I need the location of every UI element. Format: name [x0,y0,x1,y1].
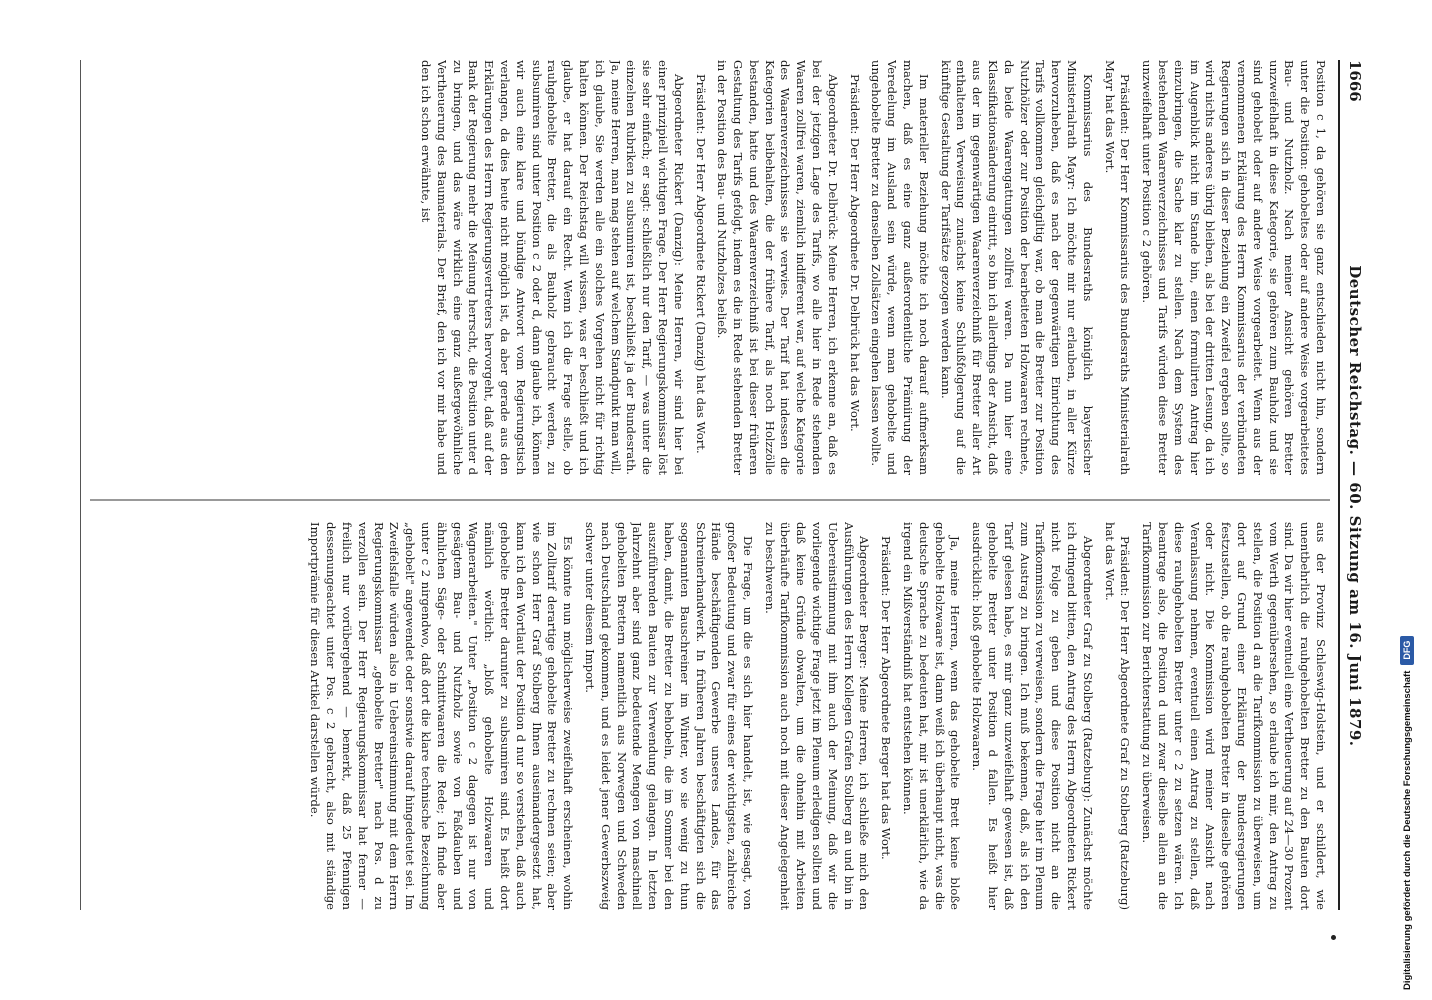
column-separator [90,500,1330,501]
speech-paragraph: Abgeordneter Rickert (Danzig): Meine Herren, wir sind hier bei einer prinzipiell wichtigen Frage. Der Herr Regierungskommissar löst sie sehr einfach; er sagt: schließlich nur den Tarif, — was unter die einzelnen Rubriken zu subsumiren ist, beschließt ja der Bundesrath. Ja, meine Herren, man mag stehen auf welchem Standpunkt man will, ich glaube, Sie werden alle ein solches Vorgehen nicht für richtig halten können. Der Reichstag will wissen, was er beschließt und ich glaube, er hat darauf ein Recht. Wenn ich die Frage stelle, ob rauhgehobelte Bretter, die als Bauholz gebraucht werden, zu subsumiren sind unter Position c 2 oder d, dann glaube ich, können wir auch eine klare und bündige Antwort vom Regierungstisch verlangen, da dies heute nicht möglich ist, da aber gerade aus den Erklärungen des Herrn Regierungsvertreters hervorgeht, daß auf der Bank der Regierung mehr die Meinung herrscht, die Position unter d zu bringen, und das wäre wirklich eine ganz außergewöhnliche Vertheuerung des Baumaterials. Der Brief, den ich vor mir habe und den ich schon erwähnte, ist [418,60,686,475]
speaker-paragraph: Präsident: Der Herr Abgeordnete Berger hat das Wort. [879,536,894,860]
speech-paragraph: Abgeordneter Berger: Meine Herren, ich schließe mich den Ausführungen des Herrn Kollegen Grafen Stolberg an und bin in Uebereinstimmung mit ihm auch der Meinung, daß wir die vorliegende wichtige Frage jetzt im Plenum erledigen sollten und daß keine Gründe obwalten, um die ohnehin mit Arbeiten überhäufte Tarifkommission auch noch mit dieser Angelegenheit zu beschweren. [762,522,872,910]
paragraph: Die Frage, um die es sich hier handelt, ist, wie gesagt, von großer Bedeutung und zwar für eines der wichtigsten, zahlreiche Hände beschäftigenden Gewerbe unseres Landes, für das Schreinerhandwerk. In früheren Jahren beschäftigten sich die sogenannten Bauschreiner im Winter, wo sie wenig zu thun haben, damit, die Bretter zu behobeln, die im Sommer bei den auszuführenden Bauten zur Verwendung gelangen. In letzten Jahrzehnt aber sind ganz bedeutende Mengen von maschinell gehobelten Brettern namentlich aus Norwegen und Schweden nach Deutschland gekommen, und es leidet jener Gewerbszweig schwer unter diesem Import. [582,522,755,910]
speaker-paragraph: Präsident: Der Herr Kommissarius des Bundesraths Ministerialrath Mayr hat das Wort. [1102,60,1133,475]
page-header [1346,60,1374,910]
digitization-credit [1400,636,1414,990]
speaker-paragraph: Präsident: Der Herr Abgeordnete Rickert (Danzig) hat das Wort. [693,74,708,454]
paragraph: Es könnte nun möglicherweise zweifelhaft erscheinen, wohin im Zolltarif derartige gehobelte Bretter zu rechnen seien; aber wie schon Herr Graf Stolberg Ihnen auseinandergesetzt hat, kann ich den Wortlaut der Position d nur so verstehen, daß auch gehobelte Bretter darunter zu subsumiren sind. Es heißt dort nämlich wörtlich: „bloß gehobelte Holzwaaren und Wagnerarbeiten." Unter „Position c 2 dagegen ist nur von gesägtem Bau- und Nutzholz sowie von Faßdauben und ähnlichen Säge- oder Schnittwaaren die Rede; ich finde aber unter c 2 nirgendwo, daß dort die klare technische Bezeichnung „gehobelt" angewendet oder sonstwie darauf hingedeutet sei. Im Zweifelsfalle würden also in Uebereinstimmung mit dem Herrn Regierungskommissar „gehobelte Bretter" nach Pos. d zu verzollen sein. Der Herr Regierungskommissar hat ferner — freilich nur vorübergehend — bemerkt, daß 25 Pfennigen dessenungeachtet unter Pos. c 2 gebracht, also mit ständige Importprämie für diesen Artikel darstellen würde. [308,522,576,910]
paragraph: Ja, meine Herren, wenn das gehobelte Brett keine bloße gehobelte Holzwaare ist, dann weiß ich überhaupt nicht, was die deutsche Sprache zu bedeuten hat, mir ist unerklärlich, wie da irgend ein Mißverständniß hat entstehen können. [901,522,963,910]
speech-paragraph: Abgeordneter Dr. Delbrück: Meine Herren, ich erkenne an, daß es bei der jetzigen Lage des Tarifs, wo alle hier in Rede stehenden Waaren zollfrei waren, ziemlich indifferent war, auf welche Kategorie des Waarenverzeichnisses sie verwies. Der Tarif hat indessen die Kategorien beibehalten, die der frühere Tarif, als noch Holzzölle bestanden, hatte und des Waarenverzeichniß ist bei dieser früheren Gestaltung des Tarifs gefolgt, indem es die in Rede stehenden Bretter in der Position des Bau- und Nutzholzes beließ. [715,60,840,475]
scan-dot [1331,935,1336,940]
page-number: 1666 [1346,60,1364,102]
credit-text: Digitalisierung gefördert durch die Deutsche Forschungsgemeinschaft [1401,670,1413,990]
dfg-logo: DFG [1400,636,1414,665]
speaker-paragraph: Präsident: Der Herr Abgeordnete Graf zu Stolberg (Ratzeburg) hat das Wort. [1102,522,1133,910]
footer-rule [80,60,81,910]
speech-paragraph: Kommissarius des Bundesraths königlich bayerischer Ministerialrath Mayr: Ich möchte mir nur erlauben, in aller Kürze hervorzuheben, daß es nach der gegenwärtigen Einrichtung des Tarifs vollkommen gleichgiltig war, ob man die Bretter zur Position Nutzhölzer oder zur Position der bearbeiteten Holzwaaren rechnete, da beide Waarengattungen zollfrei waren. Da nun hier eine Klassifikationsänderung eintritt, so bin ich allerdings der Ansicht, daß aus der im gegenwärtigen Waarenverzeichniß für Bretter aller Art enthaltenen Verweisung zunächst keine Schlußfolgerung auf die künftige Gestaltung der Tarifsätze gezogen werden kann. [938,60,1095,475]
paragraph: Im materieller Beziehung möchte ich noch darauf aufmerksam machen, daß es eine ganz außerordentliche Prämiirung der Veredelung im Ausland sein würde, wenn man gehobelte und ungehobelte Bretter zu denselben Zollsätzen eingehen lassen wollte. [869,60,931,475]
paragraph: aus der Provinz Schleswig-Holstein, und er schildert, wie unentbehrlich die rauhgehobelten Bretter zu den Bauten dort sind. Da wir hier eventuell eine Vertheuerung auf 24—30 Prozent vom Werth gegenübersehen, so erlaube ich mir, den Antrag zu stellen, die Position d an die Tarifkommission zu überweisen, um dort auf Grund einer Erklärung der Bundesregierungen festzustellen, ob die rauhgehobelten Bretter in dieselbe gehören oder nicht. Die Kommission wird meiner Ansicht nach Veranlassung nehmen, eventuell einen Antrag zu stellen, daß diese rauhgehobelten Bretter unter c 2 zu setzen wären. Ich beantrage also, die Position d und zwar dieselbe allein an die Tarifkommission zur Berichterstattung zu überweisen. [1140,522,1328,910]
speaker-paragraph: Präsident: Der Herr Abgeordnete Dr. Delbrück hat das Wort. [847,74,862,432]
paragraph: Position c 1, da gehören sie ganz entschieden nicht hin, sondern unter die Position: gehobeltes oder auf andere Weise vorgearbeitetes Bau- und Nutzholz. Nach meiner Ansicht gehören Bretter unzweifelhaft in diese Kategorie, sie gehören zum Bauholz und sie sind gehobelt oder auf andere Weise vorgearbeitet. Wenn aus der vernommenen Erklärung des Herrn Kommissarius der verbündeten Regierungen sich in dieser Beziehung ein Zweifel ergeben sollte, so wird nichts anderes übrig bleiben, als bei der dritten Lesung, da ich im Augenblick nicht im Stande bin, einen formulirten Antrag hier einzubringen, die Sache klar zu stellen. Nach dem System des bestehenden Waarenverzeichnisses und Tarifs würden diese Bretter unzweifelhaft unter Position c 2 gehören. [1140,60,1328,475]
header-rule [1338,60,1340,910]
running-title: Deutscher Reichstag. — 60. Sitzung am 16. Juni 1879. [1346,265,1364,747]
right-column [96,522,1328,910]
left-column [96,60,1328,475]
speech-paragraph: Abgeordneter Graf zu Stolberg (Ratzeburg): Zunächst möchte ich dringend bitten, den Antrag des Herrn Abgeordneten Rickert nicht Folge zu geben und diese Position nicht an die Tarifkommission zu verweisen, sondern die Frage hier im Plenum zum Austrag zu bringen. Ich muß bekennen, daß, als ich den Tarif gelesen habe, es mir ganz unzweifelhaft gewesen ist, daß gehobelte Bretter unter Position d fallen. Es heißt hier ausdrücklich: bloß gehobelte Holzwaaren. [970,522,1095,910]
